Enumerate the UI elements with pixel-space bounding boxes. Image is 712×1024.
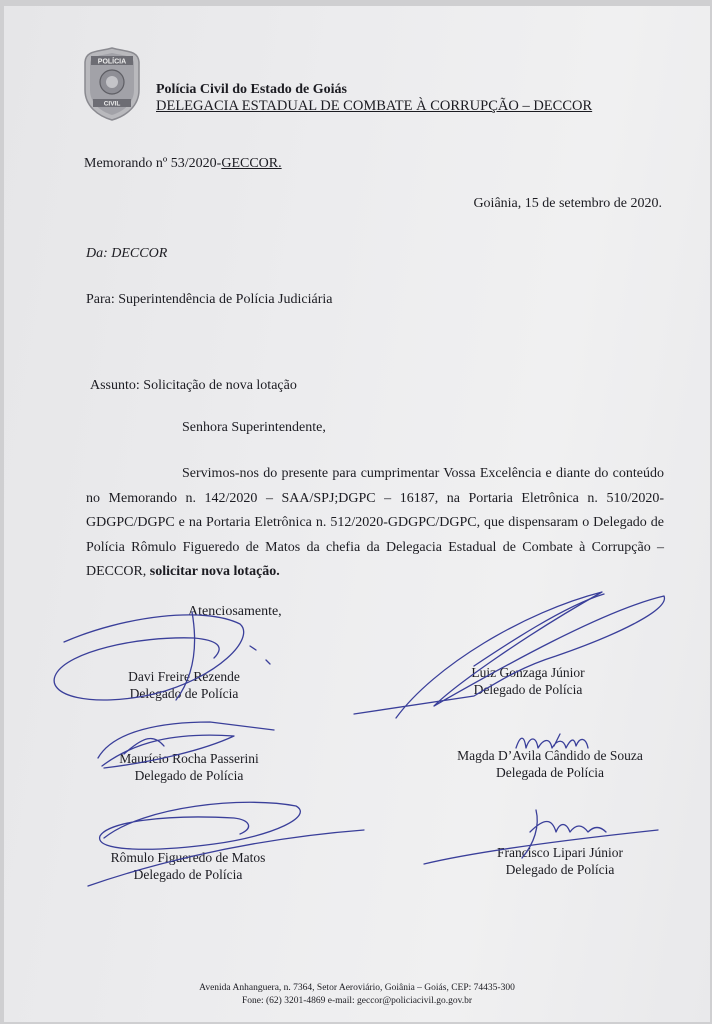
signature-block	[428, 664, 628, 698]
police-badge-icon	[82, 46, 142, 122]
signature-block	[74, 668, 294, 702]
memo-body-bold: solicitar nova lotação.	[149, 564, 280, 580]
memo-date: Goiânia, 15 de setembro de 2020.	[473, 196, 662, 211]
org-name: Polícia Civil do Estado de Goiás	[156, 82, 347, 97]
signature-magda	[516, 734, 588, 748]
memo-number	[84, 156, 282, 172]
memo-closing: Atenciosamente,	[188, 604, 282, 619]
signatory-title: Delegado de Polícia	[473, 682, 583, 697]
signature-block	[456, 844, 664, 878]
signature-romulo	[100, 802, 301, 849]
signatory-title: Delegado de Polícia	[129, 686, 239, 701]
footer-address: Avenida Anhanguera, n. 7364, Setor Aeroviário, Goiânia – Goiás, CEP: 74435-300	[199, 983, 515, 993]
memo-to: Para: Superintendência de Polícia Judiciária	[86, 292, 333, 307]
signatory-title: Delegado de Polícia	[134, 768, 244, 783]
signature-block	[408, 747, 692, 781]
memo-from: Da: DECCOR	[86, 246, 168, 261]
memo-body-text: Servimos-nos do presente para cumprimentar Vossa Excelência e diante do conteúdo no Memorando n. 142/2020 – SAA/SPJ;DGPC – 16187, na Portaria Eletrônica n. 510/2020-GDGPC/DGPC e na Portaria Eletrônica n. 512/2020-GDGPC/DGPC, que dispensaram o Delegado de Polícia Rômulo Figueredo de Matos da chefia da Delegacia Estadual de Combate à Corrupção – DECCOR,	[86, 466, 664, 580]
department-name: DELEGACIA ESTADUAL DE COMBATE À CORRUPÇÃO – DECCOR	[156, 98, 593, 114]
memo-greeting: Senhora Superintendente,	[182, 420, 326, 435]
page-footer	[4, 982, 710, 1008]
signatory-title: Delegado de Polícia	[133, 867, 243, 882]
document-page	[4, 6, 710, 1022]
badge-bottom-text: CIVIL	[103, 100, 121, 108]
signature-block	[78, 849, 298, 883]
signatory-title: Delegado de Polícia	[505, 862, 615, 877]
signatory-title: Delegada de Polícia	[496, 765, 604, 780]
badge-top-text: POLÍCIA	[97, 58, 127, 66]
signatory-name: Maurício Rocha Passerini	[119, 751, 259, 766]
signature-luiz	[354, 592, 664, 718]
memo-number-prefix: Memorando nº 53/2020-	[84, 156, 222, 171]
memo-subject: Assunto: Solicitação de nova lotação	[90, 378, 297, 393]
signatory-name: Magda D’Avila Cândido de Souza	[457, 748, 643, 763]
memo-body	[86, 462, 664, 585]
signatory-name: Davi Freire Rezende	[128, 669, 240, 684]
signatory-name: Luiz Gonzaga Júnior	[471, 665, 585, 680]
signatory-name: Rômulo Figueredo de Matos	[110, 850, 266, 865]
signatory-name: Francisco Lipari Júnior	[497, 845, 623, 860]
footer-contact: Fone: (62) 3201-4869 e-mail: geccor@policiacivil.go.gov.br	[241, 996, 472, 1006]
signature-block	[78, 750, 300, 784]
memo-number-suffix: GECCOR.	[221, 156, 282, 171]
